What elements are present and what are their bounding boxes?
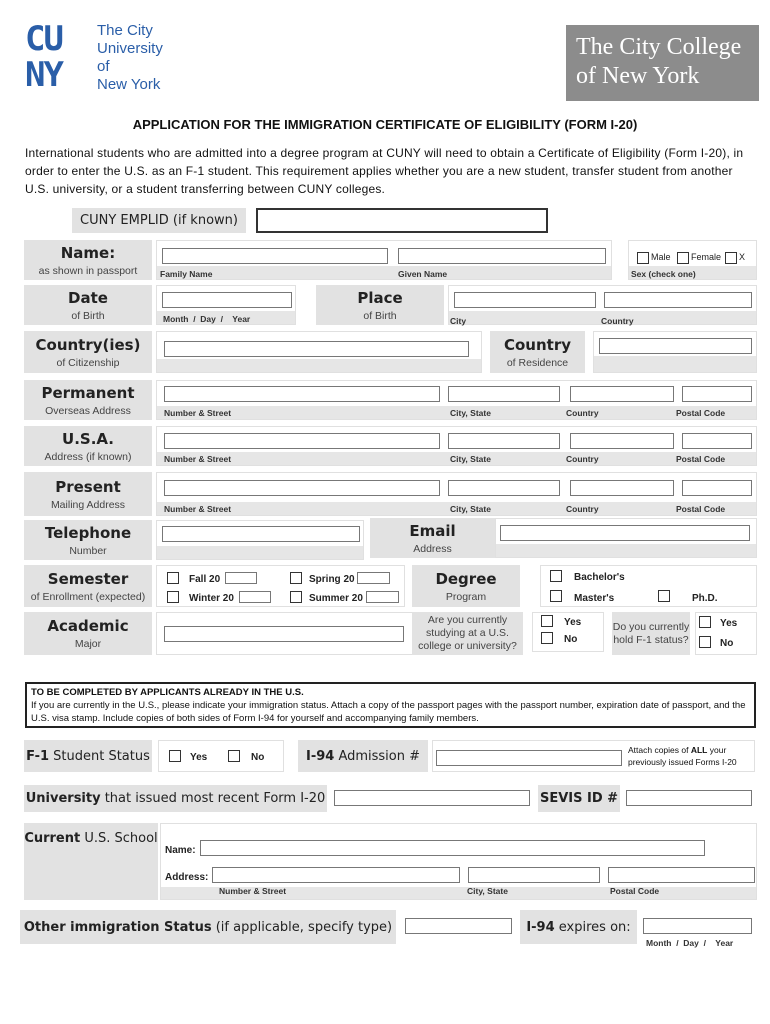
permanent-country-input[interactable] (570, 386, 674, 402)
email-label (370, 518, 495, 558)
i94-admission-input[interactable] (436, 750, 622, 766)
cuny-logo-letters-top: CU (25, 19, 62, 59)
present-city-input[interactable] (448, 480, 560, 496)
notice-heading: TO BE COMPLETED BY APPLICANTS ALREADY IN THE U.S. (31, 687, 304, 698)
other-status-bold: Other immigration Status (23, 919, 212, 935)
i94-admission-label (298, 740, 428, 772)
semester-label (24, 565, 152, 607)
spring-year-input[interactable] (357, 572, 390, 584)
f1-status-bold: F-1 (26, 748, 50, 764)
degree-label-text: Degree (435, 569, 497, 588)
university-input[interactable] (334, 790, 530, 806)
sevis-input[interactable] (626, 790, 752, 806)
city-caption: City, State (450, 454, 491, 464)
i94-expires-input[interactable] (643, 918, 752, 934)
i94-expires-label (520, 910, 637, 944)
f1-status-yes-checkbox[interactable] (169, 750, 181, 762)
semester-label-text: Semester (47, 569, 129, 588)
f1-status-no-label: No (251, 752, 265, 763)
usa-country-input[interactable] (570, 433, 674, 449)
pob-label-text: Place (357, 288, 403, 307)
studying-yes-label: Yes (564, 617, 582, 628)
pob-country-input[interactable] (604, 292, 752, 308)
major-label (24, 612, 152, 655)
dob-input[interactable] (162, 292, 292, 308)
phd-label: Ph.D. (692, 593, 718, 604)
name-label-text: Name: (60, 243, 116, 262)
ccny-logo (566, 25, 759, 101)
residence-label (490, 331, 585, 373)
fall-year-input[interactable] (225, 572, 257, 584)
school-street-caption: Number & Street (219, 886, 287, 896)
citizenship-input[interactable] (164, 341, 469, 357)
cuny-logo-letters-bottom: NY (25, 55, 62, 95)
studying-no-label: No (564, 634, 578, 645)
masters-label: Master's (574, 593, 615, 604)
pob-city-input[interactable] (454, 292, 596, 308)
usa-label-text: U.S.A. (62, 429, 114, 448)
residence-sublabel: of Residence (506, 356, 569, 369)
usa-city-input[interactable] (448, 433, 560, 449)
university-rest: that issued most recent Form I-20 (100, 791, 326, 806)
studying-yes-checkbox[interactable] (541, 615, 553, 627)
usa-address-label (24, 426, 152, 466)
sex-female-label: Female (691, 252, 722, 262)
school-address-label: Address: (165, 872, 209, 883)
phd-checkbox[interactable] (658, 590, 670, 602)
school-postal-caption: Postal Code (610, 886, 660, 896)
masters-checkbox[interactable] (550, 590, 562, 602)
permanent-street-input[interactable] (164, 386, 440, 402)
email-sublabel: Address (413, 542, 452, 555)
sevis-label-text: SEVIS ID # (539, 791, 619, 806)
pob-country-caption: Country (601, 316, 634, 326)
bachelors-label: Bachelor's (574, 572, 625, 583)
sevis-label (538, 785, 620, 812)
sex-male-label: Male (651, 252, 671, 262)
f1-yes-label: Yes (720, 618, 738, 629)
present-sublabel: Mailing Address (50, 498, 126, 511)
f1-status-yes-label: Yes (190, 752, 208, 763)
winter-label: Winter 20 (189, 593, 234, 604)
f1-status-rest: Student Status (49, 748, 150, 764)
f1-yes-checkbox[interactable] (699, 616, 711, 628)
fall-label: Fall 20 (189, 574, 221, 585)
in-us-notice (25, 682, 756, 728)
major-input[interactable] (164, 626, 404, 642)
present-label-text: Present (55, 477, 121, 496)
citizenship-sublabel: of Citizenship (56, 356, 120, 369)
family-name-caption: Family Name (160, 269, 213, 279)
email-label-text: Email (409, 521, 456, 540)
permanent-sublabel: Overseas Address (45, 404, 131, 417)
ccny-logo-line: of New York (576, 63, 700, 89)
telephone-sublabel: Number (69, 544, 107, 557)
email-input[interactable] (500, 525, 750, 541)
country-caption: Country (566, 408, 599, 418)
usa-postal-input[interactable] (682, 433, 752, 449)
studying-question (412, 612, 523, 655)
f1-no-label: No (720, 638, 734, 649)
f1-no-checkbox[interactable] (699, 636, 711, 648)
citizenship-label (24, 331, 152, 373)
postal-caption: Postal Code (676, 408, 726, 418)
school-name-label: Name: (165, 845, 196, 856)
spring-checkbox[interactable] (290, 572, 302, 584)
i94-expires-bold: I-94 (526, 919, 555, 935)
dob-sublabel: of Birth (71, 309, 105, 322)
permanent-label-text: Permanent (41, 383, 135, 402)
current-school-rest: U.S. School (80, 831, 158, 846)
major-label-text: Academic (47, 617, 129, 635)
f1-status-no-checkbox[interactable] (228, 750, 240, 762)
studying-no-checkbox[interactable] (541, 632, 553, 644)
present-address-label (24, 472, 152, 516)
i94-rest: Admission # (334, 748, 421, 764)
present-street-input[interactable] (164, 480, 440, 496)
sex-caption: Sex (check one) (631, 269, 696, 279)
usa-sublabel: Address (if known) (44, 450, 132, 463)
summer-checkbox[interactable] (290, 591, 302, 603)
emplid-input[interactable] (256, 208, 548, 233)
cuny-logo-line: New York (97, 76, 161, 93)
degree-sublabel: Program (445, 590, 487, 603)
present-postal-input[interactable] (682, 480, 752, 496)
f1-question (612, 612, 690, 655)
i94-note-bold: ALL (690, 745, 708, 755)
postal-caption: Postal Code (676, 454, 726, 464)
summer-year-input[interactable] (366, 591, 399, 603)
sex-female-checkbox[interactable] (677, 252, 689, 264)
i94-note-pre: Attach copies of (628, 745, 691, 755)
sex-x-checkbox[interactable] (725, 252, 737, 264)
pob-label (316, 285, 444, 325)
usa-street-input[interactable] (164, 433, 440, 449)
residence-input[interactable] (599, 338, 752, 354)
postal-caption: Postal Code (676, 504, 726, 514)
name-sublabel: as shown in passport (38, 264, 138, 277)
pob-city-caption: City (450, 316, 467, 326)
emplid-label (72, 208, 246, 233)
permanent-address-label (24, 380, 152, 420)
i94-expires-rest: expires on: (554, 919, 631, 935)
i94-note-post: your previously issued Forms I-20 (628, 745, 737, 767)
dob-label-text: Date (68, 288, 108, 307)
cuny-logo-line: The City (97, 22, 153, 39)
street-caption: Number & Street (164, 408, 232, 418)
studying-question-text: Are you currently studying at a U.S. college or university? (418, 614, 517, 652)
form-title: APPLICATION FOR THE IMMIGRATION CERTIFICATE OF ELIGIBILITY (FORM I-20) (132, 117, 638, 132)
present-country-input[interactable] (570, 480, 674, 496)
school-street-input[interactable] (212, 867, 460, 883)
dob-label (24, 285, 152, 325)
family-name-input[interactable] (162, 248, 388, 264)
telephone-label-text: Telephone (44, 523, 132, 542)
other-status-rest: (if applicable, specify type) (211, 919, 393, 935)
permanent-postal-input[interactable] (682, 386, 752, 402)
ccny-logo-line: The City College (576, 34, 742, 60)
cuny-logo-line: of (97, 58, 110, 75)
sex-male-checkbox[interactable] (637, 252, 649, 264)
cuny-logo-line: University (97, 40, 163, 57)
major-sublabel: Major (74, 638, 102, 650)
given-name-input[interactable] (398, 248, 606, 264)
intro-paragraph: International students who are admitted into a degree program at CUNY will need to obtain a Certificate of Eligibility (Form I-20), in order to enter the U.S. as an F-1 student. This requirement applies whether you are a new student, transfer student from another U.S. university, or a student transferring between CUNY colleges. (25, 146, 744, 196)
i94-expires-caption: Month / Day / Year (646, 938, 734, 948)
emplid-label-text: CUNY EMPLID (if known) (80, 213, 238, 228)
telephone-input[interactable] (162, 526, 360, 542)
city-caption: City, State (450, 408, 491, 418)
semester-sublabel: of Enrollment (expected) (30, 590, 146, 603)
cuny-logo (25, 19, 175, 97)
pob-sublabel: of Birth (363, 309, 397, 322)
telephone-label (24, 520, 152, 560)
current-school-bold: Current (24, 831, 81, 846)
school-name-input[interactable] (200, 840, 705, 856)
given-name-caption: Given Name (398, 269, 448, 279)
name-label (24, 240, 152, 280)
citizenship-label-text: Country(ies) (35, 335, 141, 354)
f1-question-text: Do you currently hold F-1 status? (612, 620, 690, 646)
other-status-label (20, 910, 396, 944)
country-caption: Country (566, 504, 599, 514)
dob-caption: Month / Day / Year (163, 314, 251, 324)
university-label (24, 785, 327, 812)
school-city-input[interactable] (468, 867, 600, 883)
country-caption: Country (566, 454, 599, 464)
bachelors-checkbox[interactable] (550, 570, 562, 582)
degree-options (540, 565, 757, 607)
school-postal-input[interactable] (608, 867, 755, 883)
street-caption: Number & Street (164, 504, 232, 514)
summer-label: Summer 20 (309, 593, 363, 604)
sex-x-label: X (739, 252, 746, 262)
school-city-caption: City, State (467, 886, 508, 896)
permanent-city-input[interactable] (448, 386, 560, 402)
f1-status-label (24, 740, 152, 772)
street-caption: Number & Street (164, 454, 232, 464)
current-school-label (24, 823, 158, 900)
other-status-input[interactable] (405, 918, 512, 934)
city-caption: City, State (450, 504, 491, 514)
notice-body: If you are currently in the U.S., please indicate your immigration status. Attach a copy of the passport pages with the passport number, expiration date of passport, and the U.S. visa stamp. Include copies of both sides of Form I-94 for yourself and accompanying family members. (31, 700, 746, 724)
university-bold: University (25, 791, 101, 806)
i94-note (628, 744, 754, 768)
fall-checkbox[interactable] (167, 572, 179, 584)
residence-label-text: Country (503, 335, 572, 354)
i94-bold: I-94 (305, 748, 335, 764)
spring-label: Spring 20 (309, 574, 355, 585)
winter-checkbox[interactable] (167, 591, 179, 603)
degree-label (412, 565, 520, 607)
winter-year-input[interactable] (239, 591, 271, 603)
